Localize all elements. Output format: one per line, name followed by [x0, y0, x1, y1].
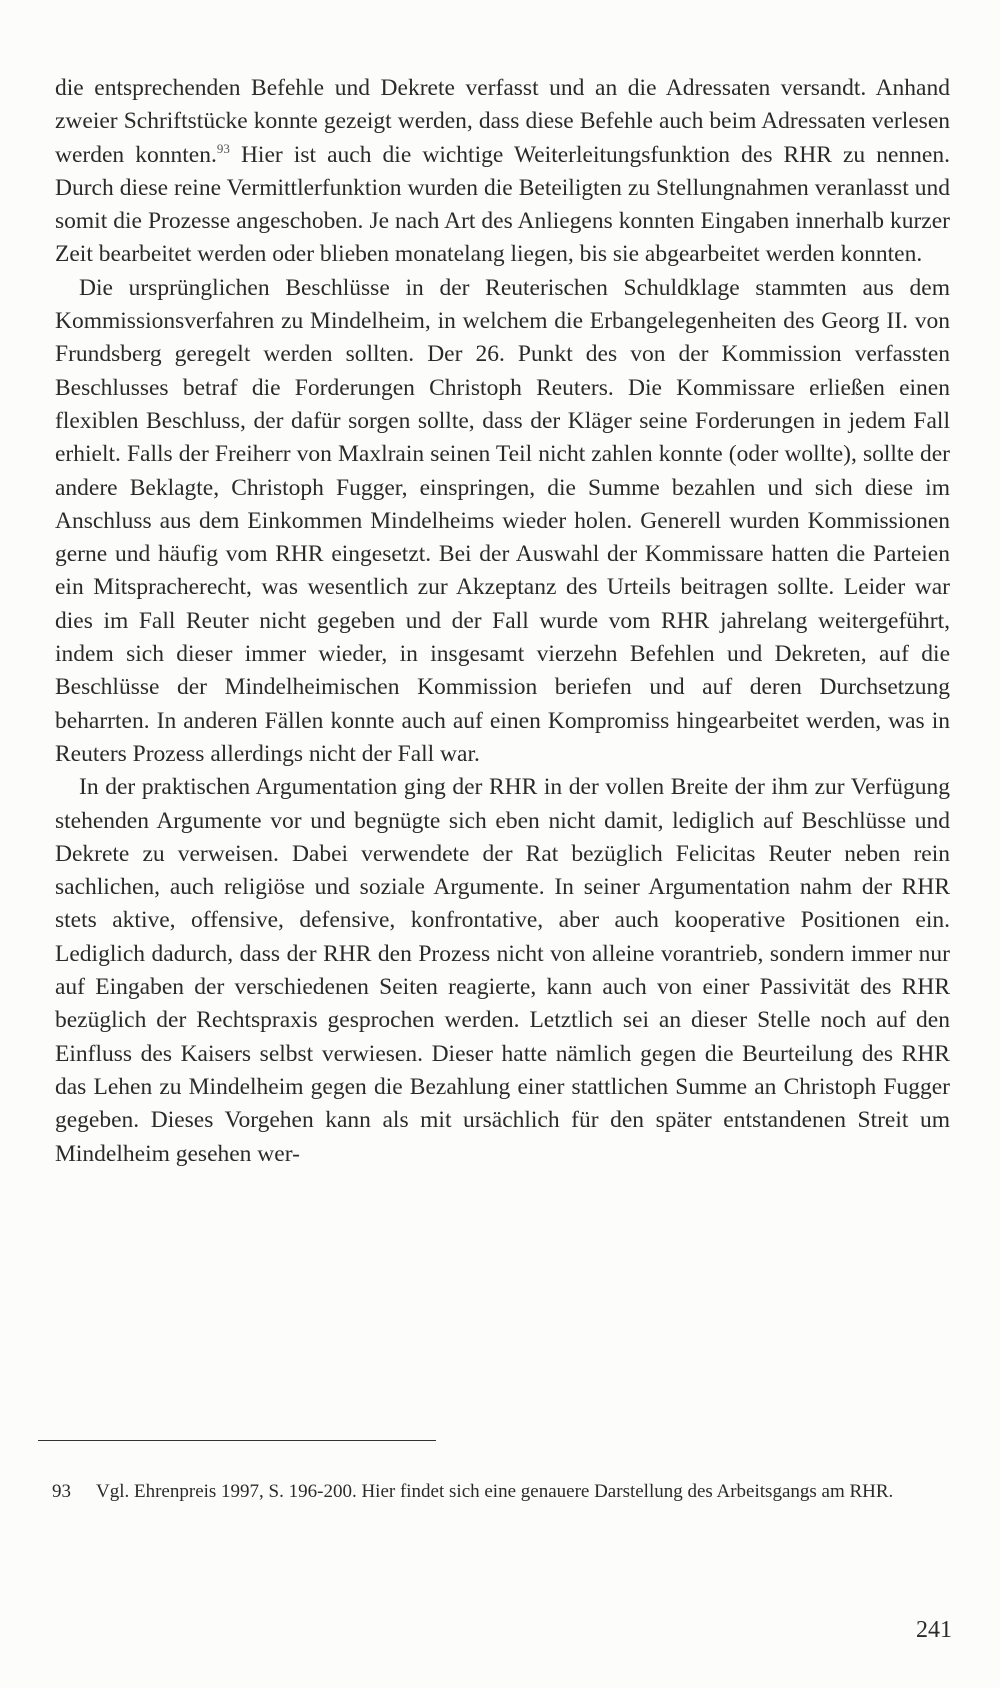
- footnote-text: Vgl. Ehrenpreis 1997, S. 196-200. Hier findet sich eine genauere Darstellung des Arbeitsgangs am RHR.: [96, 1481, 894, 1502]
- footnote-divider: [38, 1440, 436, 1441]
- paragraph-2: Die ursprünglichen Beschlüsse in der Reuterischen Schuldklage stammten aus dem Kommissionsverfahren zu Mindelheim, in welchem die Erbangelegenheiten des Georg II. von Frundsberg geregelt werden sollten. Der 26. Punkt des von der Kommission verfassten Beschlusses betraf die Forderungen Christoph Reuters. Die Kommissare erließen einen flexiblen Beschluss, der dafür sorgen sollte, dass der Kläger seine Forderungen in jedem Fall erhielt. Falls der Freiherr von Maxlrain seinen Teil nicht zahlen konnte (oder wollte), sollte der andere Beklagte, Christoph Fugger, einspringen, die Summe bezahlen und sich diese im Anschluss aus dem Einkommen Mindelheims wieder holen. Generell wurden Kommissionen gerne und häufig vom RHR eingesetzt. Bei der Auswahl der Kommissare hatten die Parteien ein Mitspracherecht, was wesentlich zur Akzeptanz des Urteils beitragen sollte. Leider war dies im Fall Reuter nicht gegeben und der Fall wurde vom RHR jahrelang weitergeführt, indem sich dieser immer wieder, in insgesamt vierzehn Befehlen und Dekreten, auf die Beschlüsse der Mindelheimischen Kommission beriefen und auf deren Durchsetzung beharrten. In anderen Fällen konnte auch auf einen Kompromiss hingearbeitet werden, was in Reuters Prozess allerdings nicht der Fall war.: [55, 274, 950, 767]
- paragraph-3: In der praktischen Argumentation ging der RHR in der vollen Breite der ihm zur Verfügung stehenden Argumente vor und begnügte sich eben nicht damit, lediglich auf Beschlüsse und Dekrete zu verweisen. Dabei verwendete der Rat bezüglich Felicitas Reuter neben rein sachlichen, auch religiöse und soziale Argumente. In seiner Argumentation nahm der RHR stets aktive, offensive, defensive, konfrontative, aber auch kooperative Positionen ein. Lediglich dadurch, dass der RHR den Prozess nicht von alleine vorantrieb, sondern immer nur auf Eingaben der verschiedenen Seiten reagierte, kann auch von einer Passivität des RHR bezüglich der Rechtspraxis gesprochen werden. Letztlich sei an dieser Stelle noch auf den Einfluss des Kaisers selbst verwiesen. Dieser hatte nämlich gegen die Beurteilung des RHR das Lehen zu Mindelheim gegen die Bezahlung einer stattlichen Summe an Christoph Fugger gegeben. Dieses Vorgehen kann als mit ursächlich für den später entstandenen Streit um Mindelheim gesehen wer-: [55, 774, 950, 1167]
- paragraph-1: [55, 72, 950, 272]
- paragraph-1-part-1: die entsprechenden Befehle und Dekrete verfasst und an die Adressaten versandt. Anhand zweier Schriftstücke konnte gezeigt werden, dass diese Befehle auch beim Adressaten verlesen werden konnten.: [55, 75, 950, 168]
- footnote-number: 93: [52, 1481, 71, 1502]
- page-number: 241: [916, 1617, 952, 1643]
- footnote-93: [52, 1478, 950, 1505]
- body-text: [55, 72, 950, 1171]
- footnote-reference-93[interactable]: 93: [216, 140, 230, 156]
- paragraph-1-part-2: Hier ist auch die wichtige Weiterleitungsfunktion des RHR zu nennen. Durch diese reine Vermittlerfunktion wurden die Beteiligten zu Stellungnahmen veranlasst und somit die Prozesse angeschoben. Je nach Art des Anliegens konnten Eingaben innerhalb kurzer Zeit bearbeitet werden oder blieben monatelang liegen, bis sie abgearbeitet werden konnten.: [55, 141, 950, 268]
